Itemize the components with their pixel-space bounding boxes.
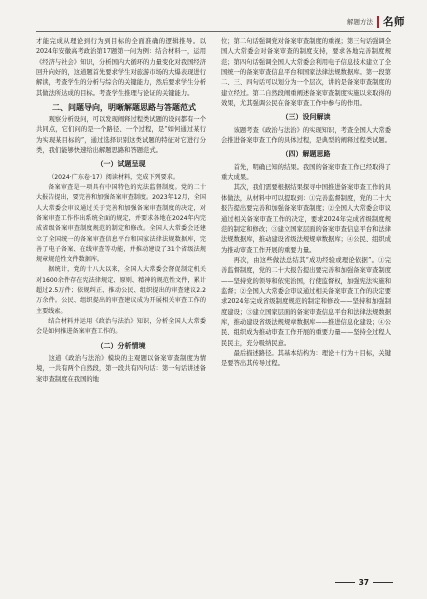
right-paragraph-5: 再次，由这些做法总结其“成功经验或理论依据”。①完善监督制度，党的二十大报告提出要完善和加强备案审查制度——坚持党的领导和依宪治国，行使监督权，加强宪法实施和监督；②全国人大常委会审议通过相关备案审查工作的决定要求2024年完成省级制度规范的制定和修改——坚持和加强制度建设；③建立国家层面的备案审查信息平台和法律法规数据库，推动建设省级法规规章数据库——推进信息化建设；④公民、组织成为推动审查工作开展的重要力量——坚持全过程人民民主，充分吸纳民意。 [221,256,392,347]
left-paragraph-2: 观察分析设问，可以发现阐释过程类试题的设问都有一个共同点，它们问的是一个路径、一个过程，是“如何通过某行为实现某目标的”，通过选择识别这类试题的特征对它进行分类，我们能够快速给出解题思路和答题范式。 [36,116,207,155]
header-section: 解题方法 [347,18,373,26]
page-header [347,14,405,29]
right-paragraph-4: 其次，我们需要根据结果探寻中国推进备案审查工作的具体做法，从材料中可以提取到：①完善监督制度，党的二十大报告提出要完善和加强备案审查制度；②全国人大常委会审议通过相关备案审查工作的决定，要求2024年完成省级制度规范的制定和修改；③建立国家层面的备案审查信息平台和法律法规数据库，推动建设省级法规规章数据库；④公民、组织成为推动审查工作开展的重要力量。 [221,184,392,254]
header-rule [36,31,391,32]
subheading-interpretation: （三）设问解读 [281,113,331,122]
page-number: 37 [358,578,369,587]
question-box [36,173,206,338]
subheading-analysis: （二）分析情境 [96,341,146,350]
subheading-approach: （四）解题思路 [281,150,331,159]
left-column [36,37,206,385]
header-title: 名师 [383,16,405,28]
page-footer [335,578,393,587]
subheading-question: （一）试题呈现 [96,160,146,169]
right-paragraph-6: 最后描述路径。其基本结构为：理论＋行为＋目标，关键是要答出其传导过程。 [221,349,392,368]
header-divider [377,16,379,28]
footer-line-right [373,582,393,583]
right-paragraph-1: 位；第二句话强调党对备案审查制度的重视；第三句话强调全国人大常委会对备案审查的制度支持，要求各地完善制度规范；第四句话强调全国人大常委会利用电子信息技术建立了全国统一的备案审查信息平台和国家法律法规数据库。第一段第二、三、四句话可以划分为一个层次，讲的是备案审查制度的建立经过。第二自然段阐重阐述备案审查制度实施以来取得的效果，尤其强调公民在备案审查工作中参与的作用。 [221,38,392,108]
left-paragraph-3: 这道《政治与法治》模块的主观题以备案审查制度为情境，一共有两个自然段，第一段共有四句话：第一句话讲述备案审查制度在我国的地 [36,354,207,383]
question-source: （2024·广东卷·17）阅读材料，完成下列要求。 [48,173,179,181]
section-heading-2: 二、问题导向，明晰解题思路与答题范式 [52,103,196,113]
left-paragraph-1: 才能完成从理论到行为到目标的全面准确的逻辑推导。以2024年安徽高考政治第17题第一问为例：结合材料一，运用《经济与社会》知识，分析国内大循环的力量变化对我国经济回升向好的，这道题首先要求学生对旅游市场的大爆表现进行解读，考查学生的分析与综合的关键能力，然后要求学生分析其做法所达成的目标。考查学生推理与论证的关键能力。 [36,38,207,97]
question-material-1: 备案审查是一项具有中国特色的宪法监督制度。党的二十大报告提出，要完善和加强备案审查制度。2023年12月，全国人大常委会审议通过关于完善和加强备案审查制度的决定，对备案审查工作作出系统全面的规定，并要求各地在2024年内完成省级备案审查制度规范的制定和修改。全国人大常委会还建立了全国统一的备案审查信息平台和国家法律法规数据库，完善了电子备案、在线审查等功能，并推动建设了31个省级法规规章规范性文件数据库。 [36,184,206,264]
right-paragraph-3: 首先，明确已知的结果。我国的备案审查工作已经取得了重大成果。 [221,163,392,182]
footer-line-left [335,582,355,583]
question-material-2: 据统计，党的十八大以来，全国人大常委会督促制定机关对1600余件存在宪法律规定、原则、精神的规范性文件，累计超过2.5万件；依规纠正、推动公民、组织提出的审查建议2.2万余件。公民、组织提出的审查建议成为开展相关审查工作的主要线索。 [36,266,206,315]
right-column [221,37,391,370]
right-paragraph-2: 该题考查《政治与法治》的实现知识，考查全国人大常委会推进备案审查工作的具体过程，是典型的阐释过程类试题。 [221,126,392,145]
question-prompt: 结合材料并运用《政治与法治》知识，分析全国人大常委会是如何推进备案审查工作的。 [36,317,206,336]
